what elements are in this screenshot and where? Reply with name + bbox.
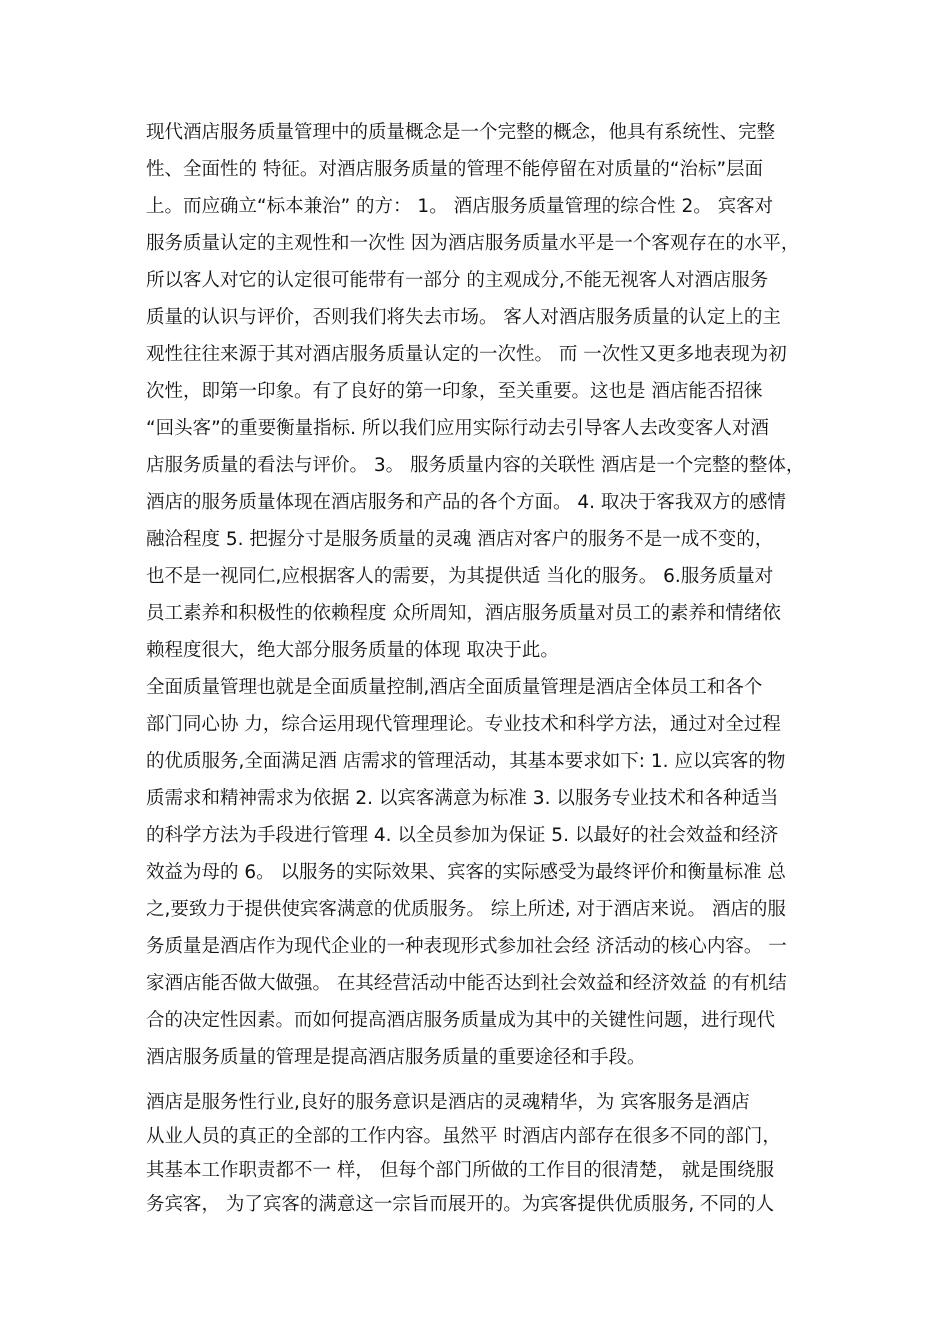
text-line: “回头客”的重要衡量指标. 所以我们应用实际行动去引导客人去改变客人对酒 xyxy=(146,418,769,439)
text-line: 务质量是酒店作为现代企业的一种表现形式参加社会经 济活动的核心内容。 一 xyxy=(146,936,787,957)
text-line: 其基本工作职责都不一 样， 但每个部门所做的工作目的很清楚， 就是围绕服 xyxy=(146,1160,775,1181)
text-line: 赖程度很大，绝大部分服务质量的体现 取决于此。 xyxy=(146,640,559,661)
text-line: 员工素养和积极性的依赖程度 众所周知，酒店服务质量对员工的素养和情绪依 xyxy=(146,603,781,624)
text-line: 融洽程度 5. 把握分寸是服务质量的灵魂 酒店对客户的服务不是一成不变的， xyxy=(146,529,774,550)
text-line: 所以客人对它的认定很可能带有一部分 的主观成分,不能无视客人对酒店服务 xyxy=(146,270,769,291)
text-line: 店服务质量的看法与评价。 3。 服务质量内容的关联性 酒店是一个完整的整体， xyxy=(146,455,805,476)
text-line: 的优质服务,全面满足酒 店需求的管理活动，其基本要求如下: 1. 应以宾客的物 xyxy=(146,751,786,772)
text-line: 现代酒店服务质量管理中的质量概念是一个完整的概念，他具有系统性、完整 xyxy=(146,122,776,143)
text-line: 次性，即第一印象。有了良好的第一印象，至关重要。这也是 酒店能否招徕 xyxy=(146,381,763,402)
text-line: 质需求和精神需求为依据 2. 以宾客满意为标准 3. 以服务专业技术和各种适当 xyxy=(146,788,779,809)
text-line: 家酒店能否做大做强。 在其经营活动中能否达到社会效益和经济效益 的有机结 xyxy=(146,973,787,994)
text-line: 之,要致力于提供使宾客满意的优质服务。 综上所述, 对于酒店来说。 酒店的服 xyxy=(146,899,786,920)
text-line: 质量的认识与评价，否则我们将失去市场。 客人对酒店服务质量的认定上的主 xyxy=(146,307,781,328)
text-line: 合的决定性因素。而如何提高酒店服务质量成为其中的关键性问题，进行现代 xyxy=(146,1010,776,1031)
text-line: 务宾客， 为了宾客的满意这一宗旨而展开的。为宾客提供优质服务, 不同的人 xyxy=(146,1194,775,1215)
text-line: 的科学方法为手段进行管理 4. 以全员参加为保证 5. 以最好的社会效益和经济 xyxy=(146,825,779,846)
text-line: 酒店的服务质量体现在酒店服务和产品的各个方面。 4. 取决于客我双方的感情 xyxy=(146,492,786,513)
text-line: 部门同心协 力，综合运用现代管理理论。专业技术和科学方法，通过对全过程 xyxy=(146,714,781,735)
text-line: 观性往往来源于其对酒店服务质量认定的一次性。 而 一次性又更多地表现为初 xyxy=(146,344,787,365)
text-line: 效益为母的 6。 以服务的实际效果、宾客的实际感受为最终评价和衡量标准 总 xyxy=(146,862,786,883)
text-line: 服务质量认定的主观性和一次性 因为酒店服务质量水平是一个客观存在的水平， xyxy=(146,233,800,254)
text-line: 酒店服务质量的管理是提高酒店服务质量的重要途径和手段。 xyxy=(146,1047,646,1068)
text-line: 酒店是服务性行业,良好的服务意识是酒店的灵魂精华，为 宾客服务是酒店 xyxy=(146,1092,750,1113)
text-line: 也不是一视同仁,应根据客人的需要，为其提供适 当化的服务。 6.服务质量对 xyxy=(146,566,774,587)
text-line: 性、全面性的 特征。对酒店服务质量的管理不能停留在对质量的“治标”层面 xyxy=(146,159,764,180)
text-line: 上。而应确立“标本兼治” 的方： 1。 酒店服务质量管理的综合性 2。 宾客对 xyxy=(146,196,774,217)
text-line: 从业人员的真正的全部的工作内容。虽然平 时酒店内部存在很多不同的部门， xyxy=(146,1126,781,1147)
text-line: 全面质量管理也就是全面质量控制,酒店全面质量管理是酒店全体员工和各个 xyxy=(146,677,763,698)
